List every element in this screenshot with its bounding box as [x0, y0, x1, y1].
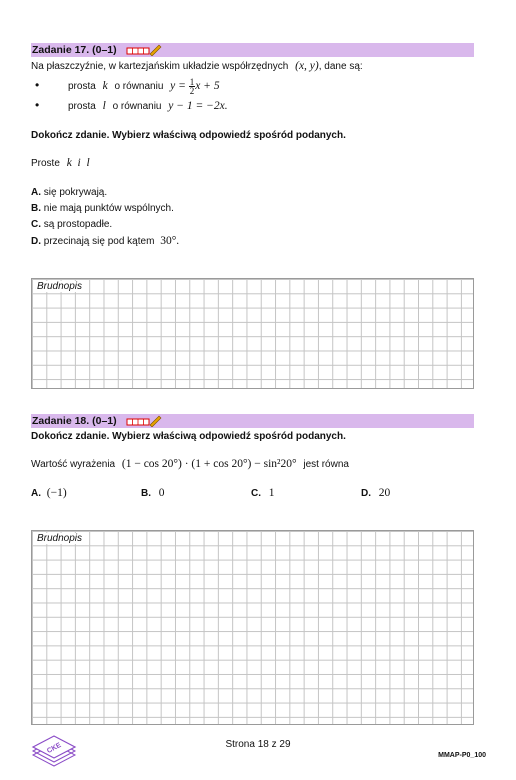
fraction-denominator: 2 — [189, 86, 195, 96]
bullet-k-mid: o równaniu — [114, 81, 164, 93]
option-letter: A. — [31, 488, 41, 499]
task17-bullet-l — [68, 100, 228, 112]
task17-intro-text: Na płaszczyźnie, w kartezjańskim układzie współrzędnych — [31, 61, 289, 72]
task18-header: Zadanie 18. (0–1) — [32, 415, 117, 427]
task17-header-bar — [31, 43, 474, 57]
option-text: nie mają punktów wspólnych. — [43, 203, 174, 214]
task18-stem-math: (1 − cos 20°) · (1 + cos 20°) − sin²20° — [121, 458, 297, 470]
option-text: przecinają się pod kątem — [43, 236, 155, 247]
bullet-l-mid: o równaniu — [112, 101, 162, 112]
scoring-pencil-icon — [126, 415, 162, 427]
task17-intro-suffix: , dane są: — [318, 61, 363, 72]
task17-stem — [31, 157, 90, 169]
option-math: 20 — [378, 487, 391, 499]
bullet-k-prefix: prosta — [68, 81, 96, 93]
scratchpad-label: Brudnopis — [37, 281, 83, 292]
task18-header-bar — [31, 414, 474, 428]
task17-option-d[interactable] — [31, 235, 179, 247]
option-letter: A. — [31, 187, 41, 198]
task17-stem-text: Proste — [31, 158, 60, 169]
task17-header: Zadanie 17. (0–1) — [32, 44, 117, 56]
task18-option-d[interactable] — [361, 487, 390, 499]
option-letter: C. — [251, 488, 261, 499]
bullet-l-eq: y − 1 = −2x. — [168, 100, 228, 112]
option-math: 30°. — [160, 235, 180, 247]
task18-stem — [31, 458, 349, 470]
option-text: są prostopadłe. — [43, 219, 113, 230]
bullet-k-var: k — [102, 80, 108, 93]
task18-instruction: Dokończ zdanie. Wybierz właściwą odpowiedź spośród podanych. — [31, 431, 346, 442]
task17-intro-coords: (x, y) — [295, 60, 319, 72]
logo-text: CKE — [46, 741, 63, 756]
task18-scratchpad[interactable] — [31, 530, 474, 725]
page-number: Strona 18 z 29 — [225, 739, 291, 750]
task17-stem-math: k i l — [66, 157, 90, 169]
option-letter: C. — [31, 219, 41, 230]
task18-stem-suffix: jest równa — [303, 459, 349, 470]
option-math: 1 — [268, 487, 275, 499]
scratchpad-label: Brudnopis — [37, 533, 83, 544]
task18-option-b[interactable] — [141, 487, 165, 499]
task18-stem-text: Wartość wyrażenia — [31, 459, 116, 470]
option-letter: D. — [31, 236, 41, 247]
task17-bullet-k — [68, 78, 220, 95]
bullet-l-prefix: prosta — [68, 101, 96, 112]
option-math: (−1) — [46, 487, 67, 499]
bullet-k-rhs: x + 5 — [195, 80, 220, 93]
task18-option-c[interactable] — [251, 487, 275, 499]
task17-instruction: Dokończ zdanie. Wybierz właściwą odpowiedź spośród podanych. — [31, 130, 346, 141]
option-math: 0 — [158, 487, 165, 499]
bullet-icon: • — [35, 78, 40, 92]
task18-option-a[interactable] — [31, 487, 67, 499]
option-letter: D. — [361, 488, 371, 499]
option-letter: B. — [141, 488, 151, 499]
scoring-pencil-icon — [126, 44, 162, 56]
task17-option-b[interactable] — [31, 203, 174, 214]
task17-option-a[interactable] — [31, 187, 107, 198]
option-text: się pokrywają. — [43, 187, 108, 198]
exam-code: MMAP-P0_100 — [438, 752, 486, 759]
task17-scratchpad[interactable] — [31, 278, 474, 389]
task17-option-c[interactable] — [31, 219, 112, 230]
bullet-icon: • — [35, 98, 40, 112]
fraction-numerator: 1 — [189, 77, 195, 87]
bullet-k-lhs: y = — [170, 80, 186, 93]
bullet-l-var: l — [102, 100, 106, 112]
option-letter: B. — [31, 203, 41, 214]
task17-intro — [31, 60, 363, 72]
